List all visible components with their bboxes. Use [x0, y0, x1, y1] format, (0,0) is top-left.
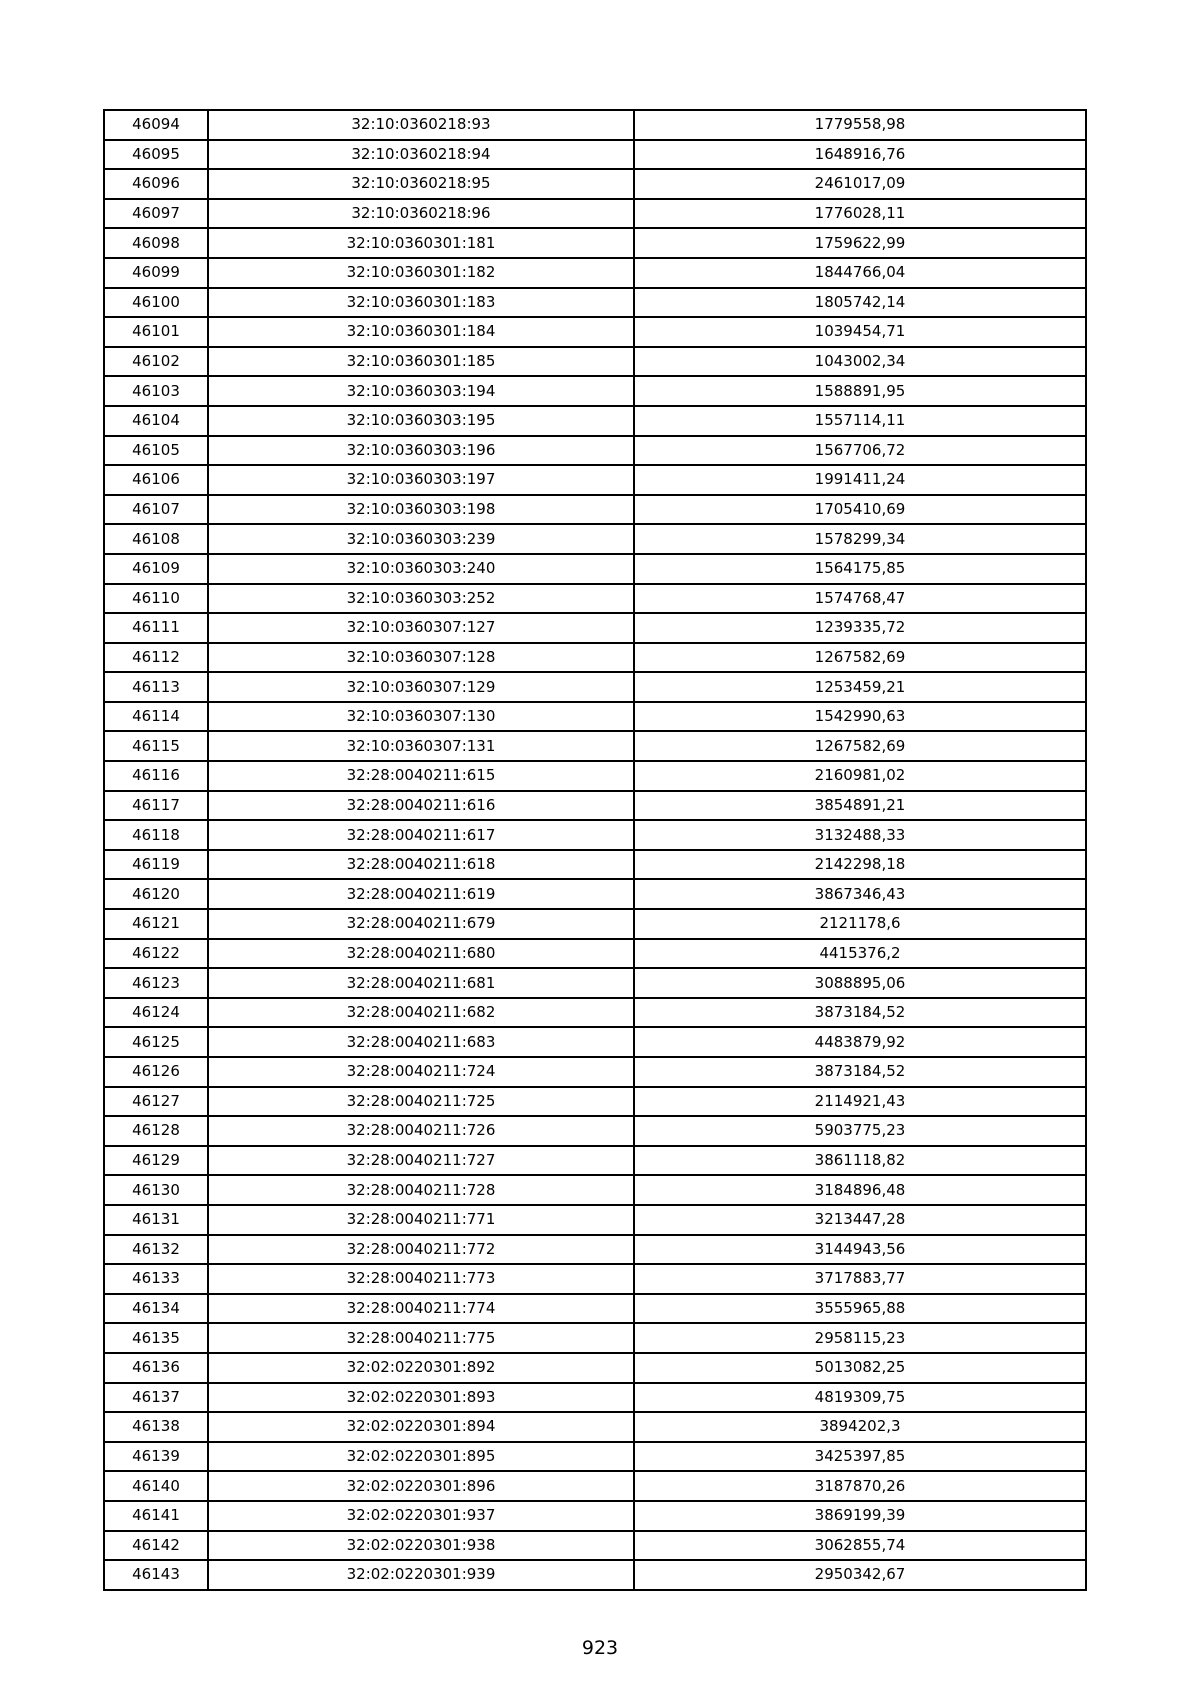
cadastral-number-cell: 32:10:0360307:128: [208, 643, 634, 673]
cadastral-number-cell: 32:10:0360307:130: [208, 702, 634, 732]
row-number-cell: 46114: [104, 702, 208, 732]
cadastral-value-cell: 1705410,69: [634, 495, 1086, 525]
row-number-cell: 46111: [104, 613, 208, 643]
table-row: [104, 1205, 1086, 1235]
cadastral-number-cell: 32:10:0360301:183: [208, 288, 634, 318]
table-row: [104, 1175, 1086, 1205]
cadastral-value-cell: 3873184,52: [634, 1057, 1086, 1087]
cadastral-number-cell: 32:28:0040211:727: [208, 1146, 634, 1176]
cadastral-value-cell: 1648916,76: [634, 140, 1086, 170]
cadastral-value-cell: 4819309,75: [634, 1383, 1086, 1413]
table-row: [104, 1501, 1086, 1531]
cadastral-number-cell: 32:28:0040211:683: [208, 1027, 634, 1057]
row-number-cell: 46099: [104, 258, 208, 288]
cadastral-number-cell: 32:10:0360307:127: [208, 613, 634, 643]
row-number-cell: 46096: [104, 169, 208, 199]
table-row: [104, 850, 1086, 880]
table-row: [104, 791, 1086, 821]
table-row: [104, 317, 1086, 347]
cadastral-value-cell: 3088895,06: [634, 968, 1086, 998]
table-row: [104, 613, 1086, 643]
table-row: [104, 376, 1086, 406]
cadastral-value-cell: 3873184,52: [634, 998, 1086, 1028]
cadastral-number-cell: 32:10:0360301:185: [208, 347, 634, 377]
row-number-cell: 46139: [104, 1442, 208, 1472]
row-number-cell: 46141: [104, 1501, 208, 1531]
table-row: [104, 820, 1086, 850]
cadastral-value-cell: 1759622,99: [634, 228, 1086, 258]
row-number-cell: 46119: [104, 850, 208, 880]
cadastral-value-cell: 1844766,04: [634, 258, 1086, 288]
table-row: [104, 1560, 1086, 1590]
cadastral-value-cell: 1567706,72: [634, 436, 1086, 466]
row-number-cell: 46137: [104, 1383, 208, 1413]
row-number-cell: 46105: [104, 436, 208, 466]
cadastral-value-cell: 1776028,11: [634, 199, 1086, 229]
row-number-cell: 46108: [104, 524, 208, 554]
table-row: [104, 140, 1086, 170]
table-row: [104, 1146, 1086, 1176]
cadastral-number-cell: 32:28:0040211:774: [208, 1294, 634, 1324]
cadastral-number-cell: 32:28:0040211:724: [208, 1057, 634, 1087]
cadastral-value-cell: 2114921,43: [634, 1087, 1086, 1117]
cadastral-number-cell: 32:02:0220301:939: [208, 1560, 634, 1590]
table-row: [104, 909, 1086, 939]
cadastral-number-cell: 32:10:0360218:96: [208, 199, 634, 229]
table-row: [104, 554, 1086, 584]
cadastral-value-cell: 2121178,6: [634, 909, 1086, 939]
cadastral-value-cell: 2950342,67: [634, 1560, 1086, 1590]
cadastral-number-cell: 32:10:0360218:95: [208, 169, 634, 199]
cadastral-value-cell: 1779558,98: [634, 110, 1086, 140]
cadastral-number-cell: 32:28:0040211:682: [208, 998, 634, 1028]
cadastral-number-cell: 32:10:0360307:131: [208, 731, 634, 761]
cadastral-value-cell: 3187870,26: [634, 1471, 1086, 1501]
cadastral-number-cell: 32:10:0360303:239: [208, 524, 634, 554]
cadastral-number-cell: 32:02:0220301:937: [208, 1501, 634, 1531]
table-row: [104, 110, 1086, 140]
row-number-cell: 46095: [104, 140, 208, 170]
cadastral-value-cell: 3894202,3: [634, 1412, 1086, 1442]
table-row: [104, 1264, 1086, 1294]
row-number-cell: 46142: [104, 1531, 208, 1561]
table-row: [104, 169, 1086, 199]
cadastral-number-cell: 32:28:0040211:771: [208, 1205, 634, 1235]
table-row: [104, 1353, 1086, 1383]
cadastral-value-cell: 2461017,09: [634, 169, 1086, 199]
table-row: [104, 347, 1086, 377]
cadastral-value-cell: 3869199,39: [634, 1501, 1086, 1531]
row-number-cell: 46138: [104, 1412, 208, 1442]
cadastral-value-cell: 3717883,77: [634, 1264, 1086, 1294]
cadastral-number-cell: 32:02:0220301:895: [208, 1442, 634, 1472]
cadastral-number-cell: 32:28:0040211:679: [208, 909, 634, 939]
cadastral-value-cell: 2958115,23: [634, 1323, 1086, 1353]
cadastral-value-cell: 1039454,71: [634, 317, 1086, 347]
cadastral-value-cell: 4415376,2: [634, 939, 1086, 969]
table-row: [104, 1442, 1086, 1472]
cadastral-number-cell: 32:28:0040211:619: [208, 879, 634, 909]
table-row: [104, 288, 1086, 318]
row-number-cell: 46140: [104, 1471, 208, 1501]
table-row: [104, 199, 1086, 229]
cadastral-number-cell: 32:10:0360303:196: [208, 436, 634, 466]
table-row: [104, 258, 1086, 288]
table-row: [104, 1087, 1086, 1117]
cadastral-value-cell: 1542990,63: [634, 702, 1086, 732]
row-number-cell: 46113: [104, 672, 208, 702]
table-row: [104, 939, 1086, 969]
table-row: [104, 1057, 1086, 1087]
table-row: [104, 465, 1086, 495]
row-number-cell: 46121: [104, 909, 208, 939]
cadastral-value-cell: 2142298,18: [634, 850, 1086, 880]
table-row: [104, 1294, 1086, 1324]
table-row: [104, 1027, 1086, 1057]
row-number-cell: 46135: [104, 1323, 208, 1353]
row-number-cell: 46098: [104, 228, 208, 258]
cadastral-number-cell: 32:02:0220301:892: [208, 1353, 634, 1383]
row-number-cell: 46106: [104, 465, 208, 495]
cadastral-number-cell: 32:28:0040211:725: [208, 1087, 634, 1117]
row-number-cell: 46124: [104, 998, 208, 1028]
table-row: [104, 998, 1086, 1028]
row-number-cell: 46133: [104, 1264, 208, 1294]
cadastral-value-cell: 3555965,88: [634, 1294, 1086, 1324]
row-number-cell: 46122: [104, 939, 208, 969]
cadastral-number-cell: 32:28:0040211:680: [208, 939, 634, 969]
cadastral-number-cell: 32:10:0360301:184: [208, 317, 634, 347]
cadastral-number-cell: 32:10:0360303:194: [208, 376, 634, 406]
row-number-cell: 46125: [104, 1027, 208, 1057]
cadastral-number-cell: 32:28:0040211:616: [208, 791, 634, 821]
cadastral-value-cell: 1043002,34: [634, 347, 1086, 377]
row-number-cell: 46123: [104, 968, 208, 998]
cadastral-number-cell: 32:28:0040211:772: [208, 1235, 634, 1265]
cadastral-number-cell: 32:02:0220301:893: [208, 1383, 634, 1413]
row-number-cell: 46117: [104, 791, 208, 821]
row-number-cell: 46126: [104, 1057, 208, 1087]
row-number-cell: 46103: [104, 376, 208, 406]
table-row: [104, 228, 1086, 258]
table-row: [104, 1383, 1086, 1413]
cadastral-value-cell: 5903775,23: [634, 1116, 1086, 1146]
cadastral-value-cell: 1564175,85: [634, 554, 1086, 584]
row-number-cell: 46129: [104, 1146, 208, 1176]
row-number-cell: 46136: [104, 1353, 208, 1383]
cadastral-value-cell: 3062855,74: [634, 1531, 1086, 1561]
cadastral-number-cell: 32:10:0360218:93: [208, 110, 634, 140]
cadastral-number-cell: 32:10:0360303:198: [208, 495, 634, 525]
row-number-cell: 46101: [104, 317, 208, 347]
table-body: [104, 110, 1086, 1590]
table-row: [104, 968, 1086, 998]
table-row: [104, 761, 1086, 791]
table-row: [104, 731, 1086, 761]
table-row: [104, 1471, 1086, 1501]
row-number-cell: 46107: [104, 495, 208, 525]
cadastral-value-cell: 1267582,69: [634, 643, 1086, 673]
page-number: 923: [581, 1637, 619, 1659]
cadastral-value-cell: 3867346,43: [634, 879, 1086, 909]
table-row: [104, 1235, 1086, 1265]
cadastral-value-cell: 1805742,14: [634, 288, 1086, 318]
cadastral-number-cell: 32:10:0360301:181: [208, 228, 634, 258]
cadastral-value-cell: 3132488,33: [634, 820, 1086, 850]
row-number-cell: 46097: [104, 199, 208, 229]
cadastral-number-cell: 32:28:0040211:617: [208, 820, 634, 850]
table-row: [104, 1531, 1086, 1561]
table-row: [104, 495, 1086, 525]
cadastral-number-cell: 32:10:0360218:94: [208, 140, 634, 170]
cadastral-number-cell: 32:10:0360303:252: [208, 584, 634, 614]
table-row: [104, 524, 1086, 554]
cadastral-number-cell: 32:10:0360303:197: [208, 465, 634, 495]
cadastral-number-cell: 32:28:0040211:615: [208, 761, 634, 791]
cadastral-number-cell: 32:02:0220301:938: [208, 1531, 634, 1561]
cadastral-value-cell: 5013082,25: [634, 1353, 1086, 1383]
row-number-cell: 46132: [104, 1235, 208, 1265]
row-number-cell: 46131: [104, 1205, 208, 1235]
cadastral-value-cell: 3144943,56: [634, 1235, 1086, 1265]
cadastral-number-cell: 32:28:0040211:681: [208, 968, 634, 998]
cadastral-number-cell: 32:28:0040211:728: [208, 1175, 634, 1205]
cadastral-number-cell: 32:10:0360303:240: [208, 554, 634, 584]
cadastral-value-cell: 1991411,24: [634, 465, 1086, 495]
cadastral-value-cell: 1557114,11: [634, 406, 1086, 436]
cadastral-value-cell: 1574768,47: [634, 584, 1086, 614]
cadastral-value-cell: 3425397,85: [634, 1442, 1086, 1472]
cadastral-value-cell: 1267582,69: [634, 731, 1086, 761]
row-number-cell: 46115: [104, 731, 208, 761]
cadastral-number-cell: 32:02:0220301:896: [208, 1471, 634, 1501]
cadastral-number-cell: 32:10:0360303:195: [208, 406, 634, 436]
table-row: [104, 643, 1086, 673]
row-number-cell: 46110: [104, 584, 208, 614]
cadastral-number-cell: 32:02:0220301:894: [208, 1412, 634, 1442]
table-row: [104, 1412, 1086, 1442]
cadastral-value-cell: 3861118,82: [634, 1146, 1086, 1176]
row-number-cell: 46102: [104, 347, 208, 377]
cadastral-value-table: [103, 109, 1087, 1591]
row-number-cell: 46116: [104, 761, 208, 791]
table-row: [104, 436, 1086, 466]
row-number-cell: 46130: [104, 1175, 208, 1205]
cadastral-value-cell: 3184896,48: [634, 1175, 1086, 1205]
row-number-cell: 46104: [104, 406, 208, 436]
table-row: [104, 702, 1086, 732]
row-number-cell: 46100: [104, 288, 208, 318]
table-row: [104, 1116, 1086, 1146]
cadastral-number-cell: 32:10:0360301:182: [208, 258, 634, 288]
cadastral-value-cell: 4483879,92: [634, 1027, 1086, 1057]
row-number-cell: 46120: [104, 879, 208, 909]
cadastral-number-cell: 32:28:0040211:775: [208, 1323, 634, 1353]
table-row: [104, 879, 1086, 909]
cadastral-value-cell: 1588891,95: [634, 376, 1086, 406]
row-number-cell: 46134: [104, 1294, 208, 1324]
cadastral-value-cell: 2160981,02: [634, 761, 1086, 791]
table-row: [104, 406, 1086, 436]
row-number-cell: 46143: [104, 1560, 208, 1590]
row-number-cell: 46094: [104, 110, 208, 140]
cadastral-value-cell: 3854891,21: [634, 791, 1086, 821]
row-number-cell: 46109: [104, 554, 208, 584]
cadastral-value-cell: 1578299,34: [634, 524, 1086, 554]
cadastral-number-cell: 32:28:0040211:618: [208, 850, 634, 880]
table-row: [104, 584, 1086, 614]
row-number-cell: 46118: [104, 820, 208, 850]
cadastral-number-cell: 32:28:0040211:726: [208, 1116, 634, 1146]
row-number-cell: 46112: [104, 643, 208, 673]
cadastral-value-cell: 3213447,28: [634, 1205, 1086, 1235]
row-number-cell: 46128: [104, 1116, 208, 1146]
cadastral-value-cell: 1239335,72: [634, 613, 1086, 643]
table-row: [104, 672, 1086, 702]
cadastral-value-cell: 1253459,21: [634, 672, 1086, 702]
row-number-cell: 46127: [104, 1087, 208, 1117]
cadastral-number-cell: 32:28:0040211:773: [208, 1264, 634, 1294]
cadastral-number-cell: 32:10:0360307:129: [208, 672, 634, 702]
table-row: [104, 1323, 1086, 1353]
